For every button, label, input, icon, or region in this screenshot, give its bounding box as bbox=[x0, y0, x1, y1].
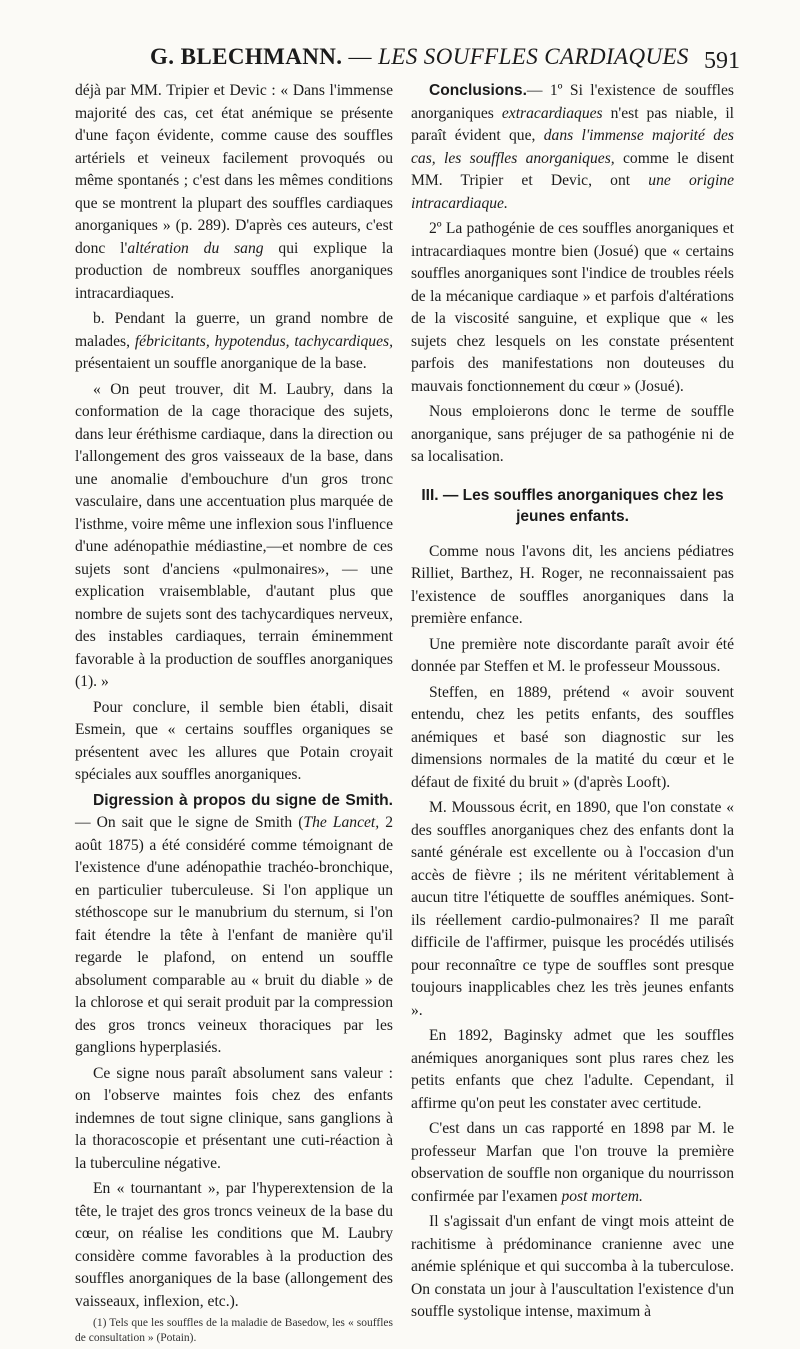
italic-span: une origine intracardiaque. bbox=[411, 172, 734, 212]
paragraph: Comme nous l'avons dit, les anciens pédiatres Rilliet, Barthez, H. Roger, ne reconnaissaient pas l'existence de souffles anorganiques dans la première enfance. bbox=[411, 542, 734, 627]
paragraph: 2º La pathogénie de ces souffles anorganiques et intracardiaques montre bien (Josué) que « certains souffles anorganiques sont l'indice de troubles réels de la mécanique cardiaque » et parfois d'altérations de la viscosité sanguine, et explique que « les sujets chez lesquels on les constate présentent parfois des manifestations non douteuses du mauvais fonctionnement du cœur » (Josué). bbox=[411, 220, 734, 395]
text-span: n'est pas niable, il paraît évident que, bbox=[411, 104, 734, 144]
text-span: b. Pendant la guerre, un grand nombre de malades, bbox=[75, 310, 393, 350]
text-span: déjà par MM. Tripier et Devic : « Dans l'immense majorité des cas, cet état anémique se présente d'une façon évidente, comme cause des souffles artériels et veineux facilement provoqués ou même spontanés ; c'est dans les mêmes conditions que se montrent la plupart des souffles cardiaques anorganiques » (p. 289). D'après ces auteurs, c'est donc l' bbox=[75, 82, 393, 257]
italic-span: extracardiaques bbox=[501, 104, 603, 122]
right-column bbox=[411, 80, 734, 1327]
section-heading: III. — Les souffles anorganiques chez les jeunes enfants. bbox=[421, 486, 724, 525]
left-column bbox=[75, 80, 393, 1349]
paragraph bbox=[75, 308, 393, 376]
run-in-heading: Conclusions. bbox=[429, 82, 527, 99]
paragraph: En « tournantant », par l'hyperextension de la tête, le trajet des gros troncs veineux de la base du cœur, on réalise les conditions que M. Laubry considère comme favorables à la production des souffles anorganiques de la base (allongement des vaisseaux, inflexion, etc.). bbox=[75, 1180, 393, 1310]
text-span: qui explique la production de nombreux souffles anorganiques intracardiaques. bbox=[75, 239, 393, 302]
italic-span: altération du sang bbox=[127, 239, 264, 257]
paragraph: Pour conclure, il semble bien établi, disait Esmein, que « certains souffles organiques se présentent avec les allures que Potain croyait spéciales aux souffles anorganiques. bbox=[75, 698, 393, 783]
italic-span: post mortem. bbox=[561, 1187, 643, 1205]
paragraph: M. Moussous écrit, en 1890, que l'on constate « des souffles anorganiques chez des enfants dont la santé générale est excellente ou à l'occasion d'un accès de fièvre ; ils ne méritent véritablement à aucun titre l'étiquette de souffles anémiques. Sont-ils réellement cardio-pulmonaires? Il me paraît difficile de l'affirmer, puisque les procédés utilisés pour reconnaître ce type de souffles sont presque toujours inapplicables chez les très jeunes enfants ». bbox=[411, 799, 734, 1019]
paragraph: En 1892, Baginsky admet que les souffles anémiques anorganiques sont plus rares chez les petits enfants que chez l'adulte. Cependant, il affirme qu'on peut les constater avec certitude. bbox=[411, 1027, 734, 1112]
text-span: comme le disent MM. Tripier et Devic, ont bbox=[411, 149, 734, 189]
italic-span: fébricitants, hypotendus, tachycardiques, bbox=[134, 332, 393, 350]
paragraph: Nous emploierons donc le terme de souffle anorganique, sans préjuger de sa pathogénie ni de sa localisation. bbox=[411, 403, 734, 465]
text-span: — 1º Si l'existence de souffles anorganiques bbox=[411, 82, 734, 122]
paragraph bbox=[75, 790, 393, 1060]
paragraph: Une première note discordante paraît avoir été donnée par Steffen et M. le professeur Moussous. bbox=[411, 635, 734, 675]
running-header bbox=[70, 40, 762, 74]
paragraph: Ce signe nous paraît absolument sans valeur : on l'observe maintes fois chez des enfants indemnes de tout signe clinique, sans ganglions à la thoracoscopie et présentant une cuti-réaction à la tuberculine négative. bbox=[75, 1064, 393, 1172]
run-in-heading: Digression à propos du signe de Smith. bbox=[93, 791, 393, 809]
header-title: LES SOUFFLES CARDIAQUES bbox=[378, 44, 689, 69]
running-title bbox=[150, 44, 689, 70]
paragraph bbox=[411, 80, 734, 215]
paragraph: Il s'agissait d'un enfant de vingt mois atteint de rachitisme à prédominance cranienne avec une anémie splénique et qui succomba à la tuberculose. On constata un jour à l'auscultation l'existence d'un souffle systolique intense, maximum à bbox=[411, 1213, 734, 1320]
footnote: (1) Tels que les souffles de la maladie de Basedow, les « souffles de consultation » (Potain). bbox=[75, 1317, 393, 1344]
italic-span: The Lancet, bbox=[303, 814, 380, 831]
text-span: C'est dans un cas rapporté en 1898 par M. le professeur Marfan que l'on trouve la première observation de souffle non organique du nourrisson confirmée par l'examen bbox=[411, 1120, 734, 1205]
italic-span: dans l'immense majorité des cas, les souffles anorganiques, bbox=[411, 127, 734, 167]
paragraph bbox=[75, 80, 393, 305]
header-separator: — bbox=[342, 44, 379, 69]
header-author: G. BLECHMANN. bbox=[150, 44, 343, 69]
page-number: 591 bbox=[704, 48, 740, 74]
paragraph: « On peut trouver, dit M. Laubry, dans la conformation de la cage thoracique des sujets, dans leur éréthisme cardiaque, dans la direction ou l'allongement des gros vaisseaux de la base, dans une anomalie d'embouchure d'un gros tronc vasculaire, dans une accentuation plus marquée de l'isthme, voire même une inflexion sous l'influence d'une adénopathie médiastine,—et nombre de ces sujets sont d'anciens «pulmonaires», — une explication vraisemblable, d'autant plus que nombre de sujets sont des tachycardiques nerveux, des instables cardiaques, terrain éminemment favorable à la production de souffles anorganiques (1). » bbox=[75, 380, 393, 690]
text-span: 2 août 1875) a été considéré comme témoignant de l'existence d'une adénopathie trachéo-bronchique, en particulier tuberculeuse. Si l'on applique un stéthoscope sur le manubrium du sternum, si l'on fait étendre la tête à l'enfant de manière qu'il regarde le plafond, on entend un souffle absolument comparable au « bruit du diable » de la chlorose et qui serait produit par la compression des gros troncs veineux thoraciques par les ganglions hyperplasiés. bbox=[75, 814, 393, 1056]
paragraph bbox=[411, 1118, 734, 1208]
paragraph: Steffen, en 1889, prétend « avoir souvent entendu, chez les petits enfants, des souffles anémiques et basé son diagnostic sur les dimensions normales de la matité du cœur et le défaut de fixité du bruit » (d'après Looft). bbox=[411, 683, 734, 791]
text-span: — On sait que le signe de Smith ( bbox=[75, 814, 304, 831]
text-span: présentaient un souffle anorganique de la base. bbox=[75, 355, 367, 372]
